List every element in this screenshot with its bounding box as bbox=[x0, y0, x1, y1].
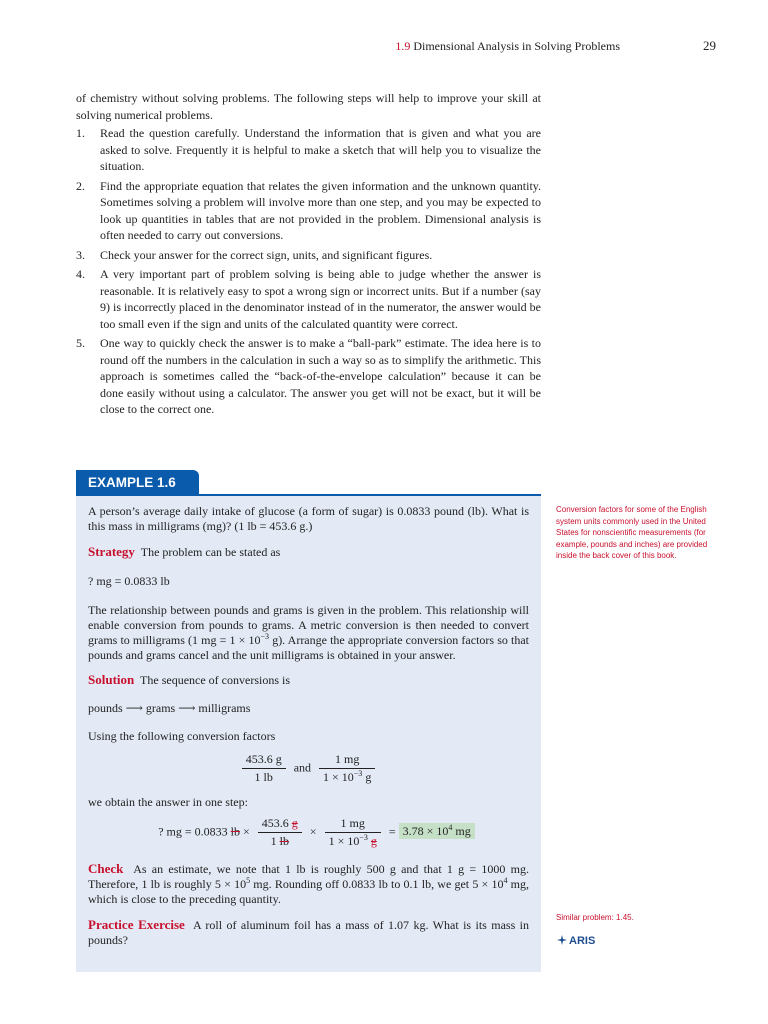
check-text-1: As an estimate, we note that 1 lb is roughly 500 g and that 1 g = 1000 mg. Therefore, 1 lb is roughly 5 × 10 bbox=[88, 862, 529, 891]
page-number: 29 bbox=[703, 38, 716, 53]
relationship-text-2: g). Arrange the appropriate conversion factors so that pounds and grams cancel and the unit milligrams is obtained in your answer. bbox=[88, 633, 529, 662]
check-heading: Check bbox=[88, 861, 124, 876]
practice-heading: Practice Exercise bbox=[88, 917, 185, 932]
factor-denominator: 1 lb bbox=[254, 770, 273, 784]
section-number: 1.9 bbox=[395, 39, 411, 53]
calc-times: × bbox=[309, 824, 317, 839]
step-number: 4. bbox=[76, 267, 85, 281]
step-text: Read the question carefully. Understand the information that is given and what you are asked to solve. Frequently it is helpful to make a sketch that will help you to visualize the situation. bbox=[100, 126, 541, 173]
calculation bbox=[88, 816, 529, 849]
step-number: 5. bbox=[76, 336, 85, 350]
intro-text bbox=[76, 90, 541, 421]
aris-label: ARIS bbox=[569, 935, 596, 947]
calc-den2-base: 1 × 10 bbox=[328, 834, 360, 848]
strategy-para bbox=[88, 544, 529, 560]
strategy-heading: Strategy bbox=[88, 544, 135, 559]
calc-times: × bbox=[243, 824, 250, 839]
solution-text: The sequence of conversions is bbox=[140, 673, 290, 687]
margin-note: Conversion factors for some of the English system units commonly used in the United States for nonscientific measurements (for example, pounds and inches) are provided inside the back cover of this book. bbox=[556, 505, 708, 560]
step-text: Check your answer for the correct sign, units, and significant figures. bbox=[100, 247, 433, 262]
strategy-equation: ? mg = 0.0833 lb bbox=[88, 574, 170, 588]
strategy-text: The problem can be stated as bbox=[140, 545, 281, 559]
calc-den2-unit: g bbox=[370, 834, 377, 848]
calc-num1-unit: g bbox=[291, 816, 298, 830]
aris-logo bbox=[556, 934, 595, 948]
step-text: A very important part of problem solving is being able to judge whether the answer is reasonable. It is relatively easy to spot a wrong sign or incorrect units. But if a number (say 9) is incorrectly placed in the denominator instead of in the numerator, the answer would be too small even if the sign and units of the calculated quantity were correct. bbox=[100, 267, 541, 331]
check-text-3: mg, which is close to the preceding quantity. bbox=[88, 877, 529, 906]
answer-base: 3.78 × 10 bbox=[402, 824, 449, 839]
factor-fraction bbox=[242, 752, 286, 785]
calc-numerator: 1 mg bbox=[325, 816, 381, 833]
answer-unit: mg bbox=[455, 824, 471, 839]
calc-lb-cancelled: lb bbox=[230, 824, 240, 839]
step-item bbox=[76, 247, 541, 264]
step-item bbox=[76, 178, 541, 244]
answer-exponent: 4 bbox=[448, 823, 453, 833]
factor-den-unit: g bbox=[365, 770, 372, 784]
calc-equals: = bbox=[388, 824, 396, 839]
relationship-para bbox=[88, 603, 529, 663]
factor-fraction bbox=[319, 752, 375, 785]
conversion-factors bbox=[88, 752, 529, 785]
calc-lhs: ? mg = 0.0833 bbox=[158, 824, 228, 839]
step-number: 3. bbox=[76, 247, 85, 262]
section-title bbox=[395, 39, 620, 54]
relationship-text-1: The relationship between pounds and grams is given in the problem. This relationship will enable conversion from pounds to grams. A metric conversion is then needed to convert grams to milligrams (1 mg = 1 × 10 bbox=[88, 603, 529, 647]
step-item bbox=[76, 335, 541, 418]
factor-denominator bbox=[319, 769, 375, 785]
factor-den-exponent: −3 bbox=[353, 769, 363, 778]
practice-para bbox=[88, 917, 529, 948]
calc-fraction bbox=[258, 816, 302, 849]
example-label: EXAMPLE 1.6 bbox=[76, 470, 199, 495]
aris-swirl-icon bbox=[556, 934, 568, 949]
answer-highlight bbox=[399, 823, 475, 839]
calc-num1-value: 453.6 bbox=[261, 816, 289, 830]
example-box bbox=[76, 496, 541, 972]
using-text: Using the following conversion factors bbox=[88, 729, 276, 743]
running-head bbox=[0, 38, 768, 54]
step-item bbox=[76, 266, 541, 332]
obtain-text: we obtain the answer in one step: bbox=[88, 795, 248, 809]
solution-heading: Solution bbox=[88, 672, 135, 687]
step-item bbox=[76, 125, 541, 175]
section-title-text: Dimensional Analysis in Solving Problems bbox=[413, 39, 620, 53]
step-text: One way to quickly check the answer is to make a “ball-park” estimate. The idea here is to round off the numbers in the calculation in such a way so as to simplify the arithmetic. This approach is sometimes called the “back-of-the-envelope calculation” because it can be done easily without using a calculator. The answer you get will not be exact, but it will be close to the correct one. bbox=[100, 336, 541, 416]
calc-den1-value: 1 bbox=[270, 834, 277, 848]
similar-problem-note: Similar problem: 1.45. bbox=[556, 913, 634, 922]
calc-fraction bbox=[325, 816, 381, 849]
check-exponent: 4 bbox=[503, 876, 508, 885]
example-problem: A person’s average daily intake of glucose (a form of sugar) is 0.0833 pound (lb). What is this mass in milligrams (mg)? (1 lb = 453.6 g.) bbox=[88, 504, 529, 533]
check-exponent: 5 bbox=[246, 876, 251, 885]
calc-den2-exponent: −3 bbox=[359, 833, 368, 842]
factor-numerator: 1 mg bbox=[319, 752, 375, 769]
solution-para bbox=[88, 672, 529, 688]
conversion-sequence: pounds ⟶ grams ⟶ milligrams bbox=[88, 701, 251, 715]
factor-numerator: 453.6 g bbox=[242, 752, 286, 769]
intro-paragraph: of chemistry without solving problems. The following steps will help to improve your skill at solving numerical problems. bbox=[76, 91, 541, 122]
check-para bbox=[88, 861, 529, 907]
check-text-2: mg. Rounding off 0.0833 lb to 0.1 lb, we get 5 × 10 bbox=[250, 877, 504, 891]
calc-numerator bbox=[258, 816, 302, 833]
relationship-exponent: −3 bbox=[260, 632, 270, 641]
practice-text: A roll of aluminum foil has a mass of 1.07 kg. What is its mass in pounds? bbox=[88, 918, 529, 947]
step-number: 2. bbox=[76, 178, 85, 193]
step-number: 1. bbox=[76, 126, 85, 140]
calc-den1-unit: lb bbox=[279, 834, 289, 848]
calc-denominator bbox=[325, 833, 381, 849]
calc-denominator bbox=[258, 833, 302, 849]
and-word: and bbox=[293, 760, 312, 775]
steps-list bbox=[76, 125, 541, 418]
factor-den-base: 1 × 10 bbox=[323, 770, 354, 784]
step-text: Find the appropriate equation that relates the given information and the unknown quantity. Sometimes solving a problem will involve more than one step, and you may be expected to look up quantities in tables that are not provided in the problem. Dimensional analysis is often needed to carry out conversions. bbox=[100, 178, 541, 242]
